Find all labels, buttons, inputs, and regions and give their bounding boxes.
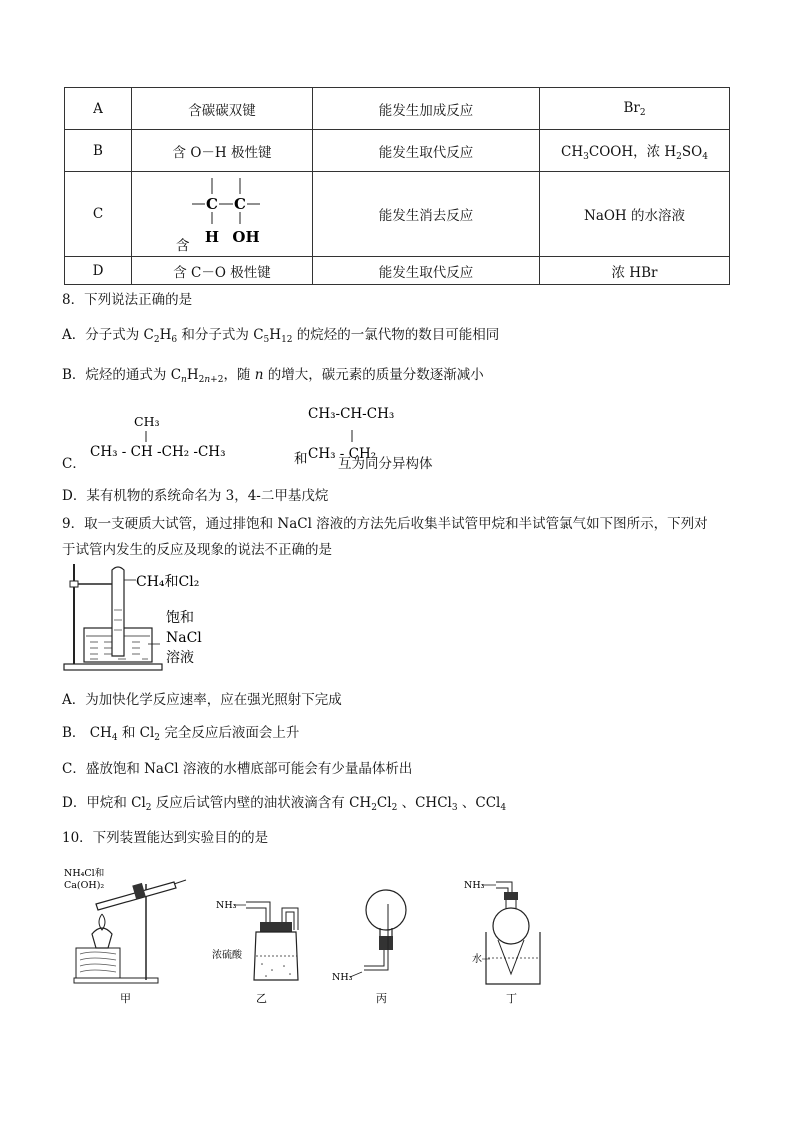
row-reagent: NaOH 的水溶液 xyxy=(540,172,730,257)
q9-option-a: A．为加快化学反应速率，应在强光照射下完成 xyxy=(62,692,342,708)
gas-label: CH₄和Cl₂ xyxy=(136,574,200,590)
table-row xyxy=(65,88,730,130)
q8-option-b: B．烷烃的通式为 $C_nH_{2n+2}$，随 n 的增大，碳元素的质量分数逐渐减小 xyxy=(62,367,484,385)
apparatus-jia-figure xyxy=(62,864,192,1006)
solution-label-3: 溶液 xyxy=(166,650,194,666)
row-group-structure xyxy=(132,172,313,257)
row-group: 含 O－H 极性键 xyxy=(132,130,313,172)
row-letter: B xyxy=(65,130,132,172)
yi-acid-label: 浓硫酸 xyxy=(212,950,242,961)
table-row xyxy=(65,130,730,172)
carbon-1: C xyxy=(206,195,218,213)
row-letter: C xyxy=(65,172,132,257)
solution-label-1: 饱和 xyxy=(166,610,194,626)
solution-label-2: NaCl xyxy=(166,630,202,646)
label-bing: 丙 xyxy=(376,992,387,1005)
row-reaction: 能发生取代反应 xyxy=(313,257,540,285)
q9-option-d: D．甲烷和 $Cl_2$ 反应后试管内壁的油状液滴含有 $CH_2Cl_2$ 、CHCl$_3$ 、CCl$_4$ xyxy=(62,795,507,813)
row-reagent: $CH_3COOH$，浓 $H_2SO_4$ xyxy=(540,130,730,172)
label-jia: 甲 xyxy=(120,992,131,1005)
row-reaction: 能发生取代反应 xyxy=(313,130,540,172)
row-letter: D xyxy=(65,257,132,285)
q8-option-d: D．某有机物的系统命名为 3，4-二甲基戊烷 xyxy=(62,488,329,504)
apparatus-bing-figure xyxy=(330,884,430,1006)
row-group: 含 C－O 极性键 xyxy=(132,257,313,285)
structure-2-main: CH₃ - CH₂ xyxy=(308,446,377,462)
structure-1-branch: CH₃ xyxy=(134,414,160,429)
hydrogen: H xyxy=(204,228,220,246)
q8-option-a: A．分子式为 $C_2H_6$ 和分子式为 $C_5H_{12}$ 的烷烃的一氯代物的数目可能相同 xyxy=(62,327,500,345)
ding-water-label: 水 xyxy=(472,954,482,965)
structure-1-main: CH₃ - CH -CH₂ -CH₃ xyxy=(90,444,226,460)
q8-stem: 8．下列说法正确的是 xyxy=(62,292,193,308)
table-row xyxy=(65,257,730,285)
row-reaction: 能发生加成反应 xyxy=(313,88,540,130)
options-table xyxy=(64,87,730,285)
q8-option-c-prefix: C． xyxy=(62,456,86,472)
row-group: 含碳碳双键 xyxy=(132,88,313,130)
hydroxyl: OH xyxy=(232,228,260,246)
apparatus-yi-figure xyxy=(212,890,322,1006)
q9-stem-line1: 9．取一支硬质大试管，通过排饱和 NaCl 溶液的方法先后收集半试管甲烷和半试管氯气如下图所示，下列对 xyxy=(62,516,708,532)
q9-option-b: B． $CH_4$ 和 $Cl_2$ 完全反应后液面会上升 xyxy=(62,725,300,743)
row-reaction: 能发生消去反应 xyxy=(313,172,540,257)
label-yi: 乙 xyxy=(256,992,267,1005)
apparatus-ding-figure xyxy=(460,874,570,1006)
structure-2-top: CH₃-CH-CH₃ xyxy=(308,406,395,422)
jia-reagent-2: Ca(OH)₂ xyxy=(64,880,105,891)
q10-stem: 10．下列装置能达到实验目的的是 xyxy=(62,830,269,846)
group-prefix: 含 xyxy=(176,238,190,254)
and-word: 和 xyxy=(294,451,308,467)
structure-1-diagram xyxy=(88,400,318,472)
yi-gas: NH₃ xyxy=(216,900,237,911)
carbon-2: C xyxy=(234,195,246,213)
row-letter: A xyxy=(65,88,132,130)
jia-reagent-1: NH₄Cl和 xyxy=(64,868,105,879)
q9-apparatus-figure xyxy=(62,560,222,680)
q8-option-c xyxy=(62,400,462,472)
q9-stem-line2: 于试管内发生的反应及现象的说法不正确的是 xyxy=(62,542,332,558)
bing-gas: NH₃ xyxy=(332,972,353,983)
row-reagent: $Br_2$ xyxy=(540,88,730,130)
table-row xyxy=(65,172,730,257)
label-ding: 丁 xyxy=(506,992,517,1005)
q9-option-c: C．盛放饱和 NaCl 溶液的水槽底部可能会有少量晶体析出 xyxy=(62,761,413,777)
row-reagent: 浓 HBr xyxy=(540,257,730,285)
c-c-oh-structure-diagram xyxy=(132,172,312,256)
q8-option-c-suffix: 互为同分异构体 xyxy=(338,456,433,472)
ding-gas: NH₃ xyxy=(464,880,485,891)
